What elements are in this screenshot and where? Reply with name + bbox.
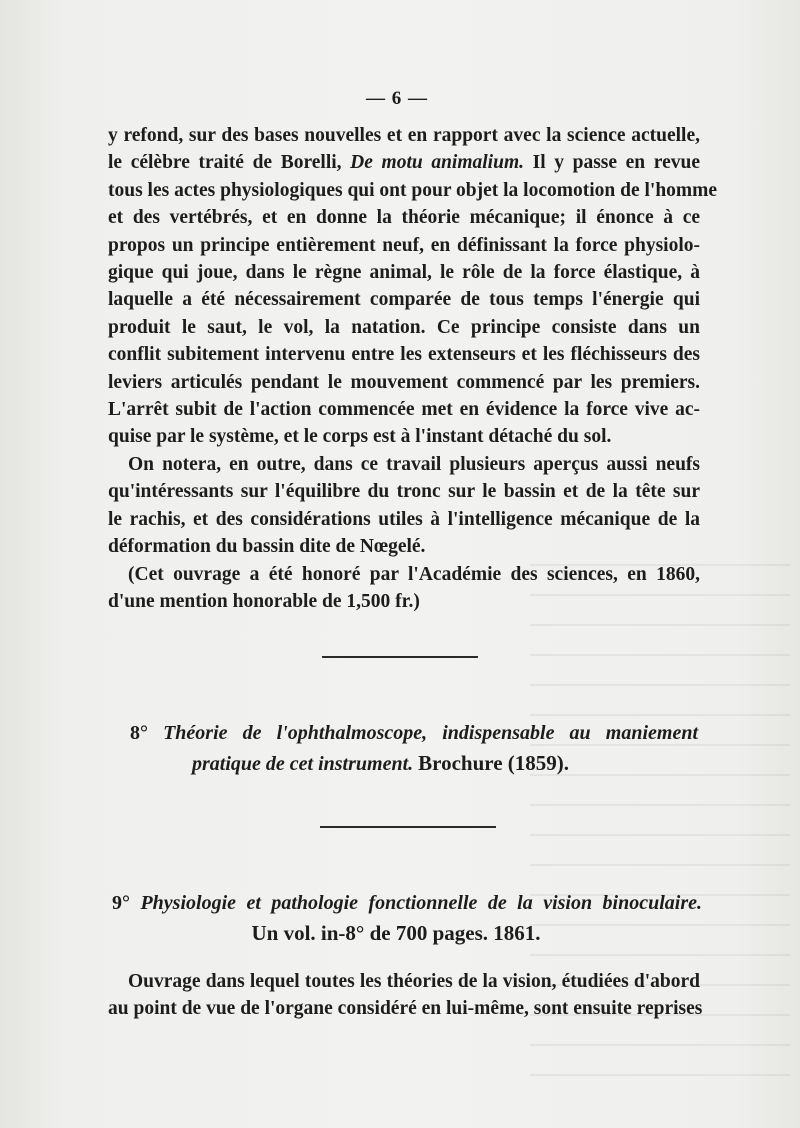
entry-number: 8°	[130, 722, 148, 744]
text-line: On notera, en outre, dans ce travail plusieurs aperçus aussi neufs	[128, 454, 700, 475]
text-line: produit le saut, le vol, la natation. Ce principe consiste dans un	[108, 316, 700, 338]
entry-9	[112, 892, 702, 946]
entry-number: 9°	[112, 892, 130, 914]
text-line: Ouvrage dans lequel toutes les théories de la vision, étudiées d'abord	[128, 971, 700, 992]
text-line: gique qui joue, dans le règne animal, le rôle de la force élastique, à	[108, 262, 700, 284]
text-fragment: le célèbre traité de Borelli,	[108, 152, 342, 174]
text-line: et des vertébrés, et en donne la théorie mécanique; il énonce à ce	[108, 207, 700, 229]
text-line: tous les actes physiologiques qui ont pour objet la locomotion de l'homme	[108, 179, 718, 201]
book-title-italic: De motu animalium.	[350, 152, 524, 174]
entry-9-line-1	[112, 892, 702, 915]
text-line-borelli	[108, 149, 700, 176]
text-fragment: Il y passe en revue	[532, 152, 700, 174]
text-line: déformation du bassin dite de Nœgelé.	[108, 536, 426, 558]
paragraph-1	[108, 122, 718, 451]
text-line: L'arrêt subit de l'action commencée met en évidence la force vive ac-	[108, 399, 700, 421]
text-line: leviers articulés pendant le mouvement commencé par les premiers.	[108, 371, 700, 393]
entry-8-line-2	[130, 751, 698, 776]
text-line: conflit subitement intervenu entre les extenseurs et les fléchisseurs des	[108, 344, 700, 366]
page-number: — 6 —	[366, 88, 428, 109]
entry-publication: Un vol. in-8° de 700 pages. 1861.	[251, 921, 541, 945]
entry-publication: Brochure (1859).	[418, 751, 570, 775]
entry-8	[130, 722, 698, 776]
text-line: le rachis, et des considérations utiles à l'intelligence mécanique de la	[108, 508, 700, 530]
entry-title: Physiologie et pathologie fonctionnelle de la vision binoculaire.	[140, 892, 703, 914]
section-divider	[320, 826, 496, 828]
entry-8-line-1	[130, 722, 698, 745]
entry-title: Théorie de l'ophthalmoscope, indispensable au maniement	[163, 722, 698, 744]
text-line: propos un principe entièrement neuf, en définissant la force physiolo-	[108, 234, 700, 256]
entry-title-continued: pratique de cet instrument.	[192, 753, 414, 775]
text-line: au point de vue de l'organe considéré en lui-même, sont ensuite reprises	[108, 998, 703, 1020]
text-line: y refond, sur des bases nouvelles et en rapport avec la science actuelle,	[108, 125, 700, 146]
text-line: laquelle a été nécessairement comparée de tous temps l'énergie qui	[108, 289, 700, 311]
paragraph-3	[108, 561, 700, 616]
paragraph-4	[108, 968, 703, 1023]
text-line: (Cet ouvrage a été honoré par l'Académie des sciences, en 1860,	[128, 564, 700, 585]
section-divider	[322, 656, 478, 658]
text-line: quise par le système, et le corps est à l'instant détaché du sol.	[108, 426, 612, 448]
paragraph-2	[108, 451, 700, 561]
text-line: d'une mention honorable de 1,500 fr.)	[108, 591, 420, 613]
entry-9-line-2	[112, 921, 702, 946]
text-line: qu'intéressants sur l'équilibre du tronc sur le bassin et de la tête sur	[108, 481, 700, 503]
